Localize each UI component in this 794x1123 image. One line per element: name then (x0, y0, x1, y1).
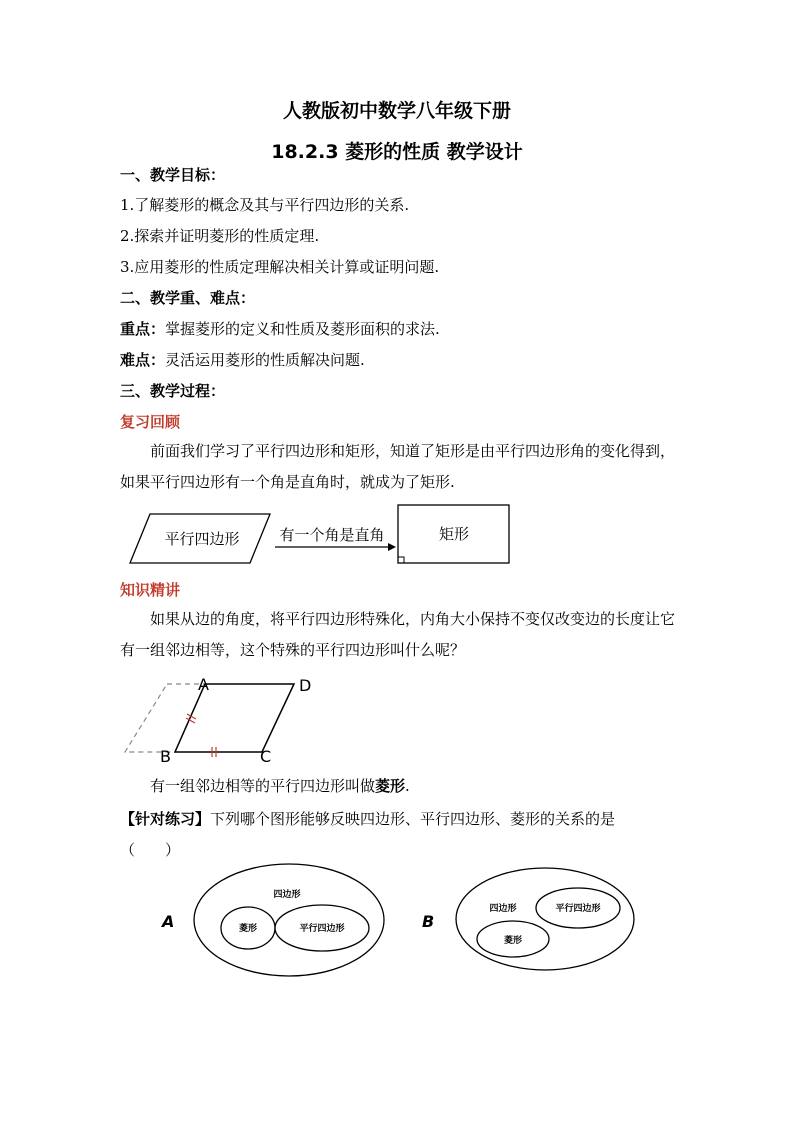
option-b-quad-label: 四边形 (489, 904, 517, 914)
flow-diagram (130, 505, 509, 563)
exercise-tag: 【针对练习】 (120, 810, 211, 828)
option-a-diagram (160, 864, 384, 976)
rhombus-shape (175, 684, 294, 752)
definition-suffix: . (405, 777, 410, 795)
flow-arrowhead-icon (388, 543, 396, 551)
option-a-inner2-label: 平行四边形 (299, 924, 345, 934)
difficulty-label: 难点： (120, 351, 166, 369)
key-heading: 二、教学重、难点： (120, 289, 256, 307)
goal-item-2: 2.探索并证明菱形的性质定理. (120, 227, 320, 245)
review-title: 复习回顾 (120, 413, 181, 431)
knowledge-paragraph: 如果从边的角度，将平行四边形特殊化，内角大小保持不变仅改变边的长度让它有一组邻边相等，这个特殊的平行四边形叫什么呢？ (120, 610, 676, 659)
flow-arrow-label: 有一个角是直角 (279, 526, 385, 544)
rhombus-figure (125, 675, 311, 766)
goal-item-3: 3.应用菱形的性质定理解决相关计算或证明问题. (120, 258, 440, 276)
review-paragraph: 前面我们学习了平行四边形和矩形，知道了矩形是由平行四边形角的变化得到，如果平行四边形有一个角是直角时，就成为了矩形. (120, 442, 676, 491)
option-a-outer-label: 四边形 (273, 890, 301, 900)
focus-label: 重点： (120, 320, 166, 338)
vertex-a-label: A (198, 675, 209, 694)
option-b-rhombus-label: 菱形 (503, 936, 523, 946)
option-a-label: A (162, 912, 175, 931)
difficulty-text: 灵活运用菱形的性质解决问题. (165, 351, 365, 369)
option-b-outer-ellipse (456, 868, 634, 970)
goal-item-1: 1.了解菱形的概念及其与平行四边形的关系. (120, 196, 410, 214)
process-heading: 三、教学过程： (120, 382, 226, 400)
exercise-text: 下列哪个图形能够反映四边形、平行四边形、菱形的关系的是 (210, 810, 616, 828)
vertex-d-label: D (299, 676, 312, 695)
document-title: 人教版初中数学八年级下册 (282, 100, 511, 122)
vertex-c-label: C (260, 747, 272, 766)
vertex-b-label: B (160, 747, 171, 766)
knowledge-title: 知识精讲 (120, 581, 181, 599)
option-b-diagram (422, 868, 634, 970)
flow-parallelogram-label: 平行四边形 (164, 530, 240, 548)
option-b-para-label: 平行四边形 (555, 904, 601, 914)
goals-heading: 一、教学目标： (120, 166, 226, 184)
flow-rectangle-label: 矩形 (438, 525, 470, 543)
definition-term: 菱形 (375, 777, 406, 795)
document-subtitle: 18.2.3 菱形的性质 教学设计 (271, 141, 523, 163)
option-a-inner1-label: 菱形 (238, 924, 258, 934)
right-angle-mark-icon (398, 557, 404, 563)
option-b-label: B (422, 912, 435, 931)
definition-prefix: 有一组邻边相等的平行四边形叫做 (150, 777, 376, 795)
exercise-blank: （ ） (120, 841, 181, 859)
focus-text: 掌握菱形的定义和性质及菱形面积的求法. (165, 320, 440, 338)
